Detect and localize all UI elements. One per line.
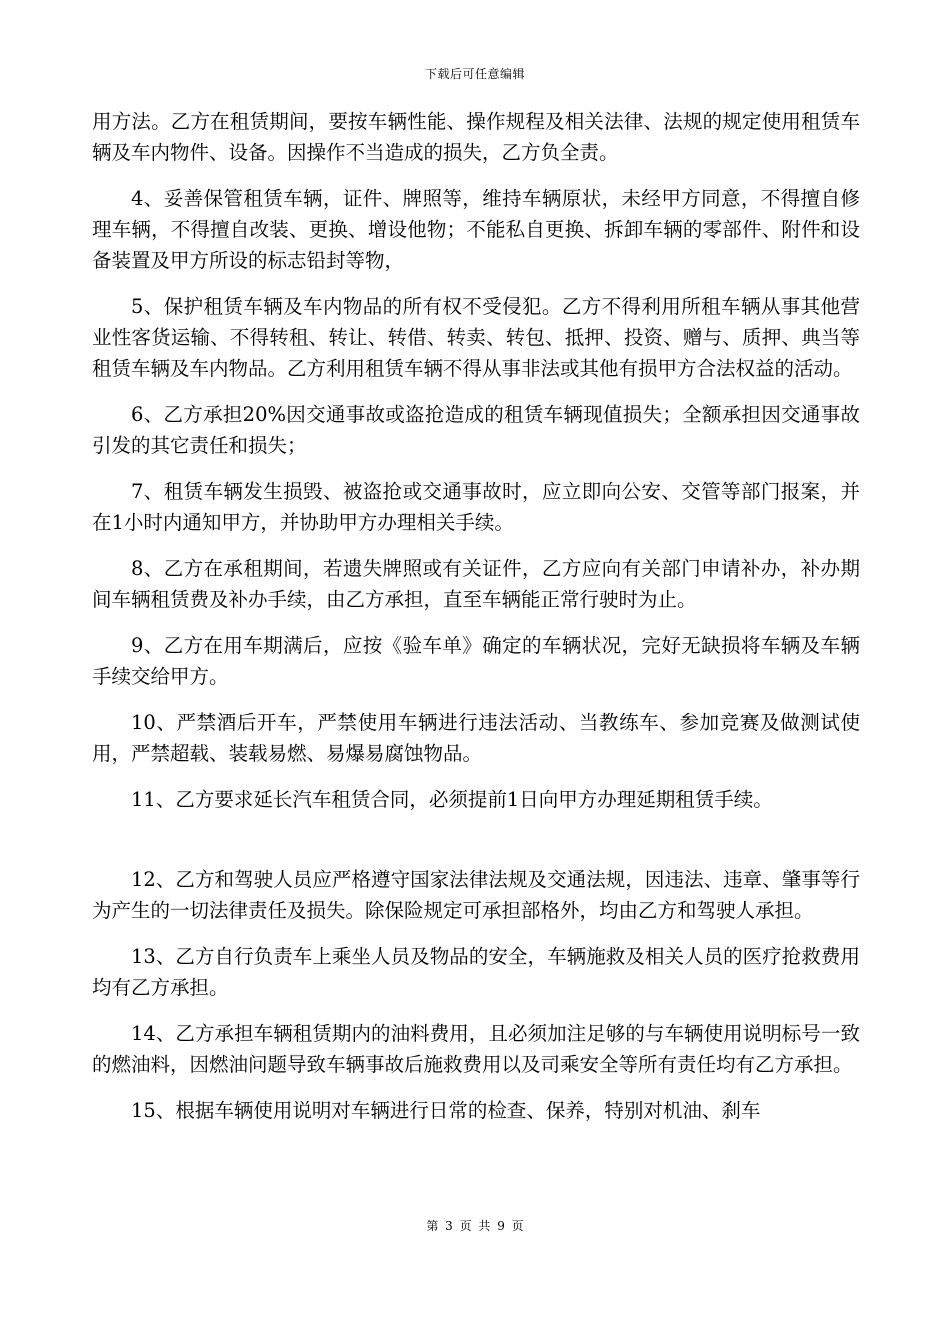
clause-9: 9、乙方在用车期满后，应按《验车单》确定的车辆状况，完好无缺损将车辆及车辆手续交给甲方。 <box>92 634 860 688</box>
clause-11: 11、乙方要求延长汽车租赁合同，必须提前1日向甲方办理延期租赁手续。 <box>131 788 773 811</box>
clause-8: 8、乙方在承租期间，若遗失牌照或有关证件，乙方应向有关部门申请补办，补办期间车辆租赁费及补办手续，由乙方承担，直至车辆能正常行驶时为止。 <box>92 557 860 611</box>
paragraph-continuation: 用方法。乙方在租赁期间，要按车辆性能、操作规程及相关法律、法规的规定使用租赁车辆及车内物件、设备。因操作不当造成的损失，乙方负全责。 <box>92 110 860 164</box>
clause-13: 13、乙方自行负责车上乘坐人员及物品的安全，车辆施救及相关人员的医疗抢救费用均有乙方承担。 <box>92 945 860 999</box>
clause-7: 7、租赁车辆发生损毁、被盗抢或交通事故时，应立即向公安、交管等部门报案，并在1小时内通知甲方，并协助甲方办理相关手续。 <box>92 480 860 534</box>
clause-6: 6、乙方承担20%因交通事故或盗抢造成的租赁车辆现值损失；全额承担因交通事故引发的其它责任和损失； <box>92 403 860 457</box>
clause-14: 14、乙方承担车辆租赁期内的油料费用，且必须加注足够的与车辆使用说明标号一致的燃油料，因燃油问题导致车辆事故后施救费用以及司乘安全等所有责任均有乙方承担。 <box>92 1022 860 1076</box>
clause-5: 5、保护租赁车辆及车内物品的所有权不受侵犯。乙方不得利用所租车辆从事其他营业性客货运输、不得转租、转让、转借、转卖、转包、抵押、投资、赠与、质押、典当等租赁车辆及车内物品。乙方利用租赁车辆不得从事非法或其他有损甲方合法权益的活动。 <box>92 295 860 380</box>
clause-15: 15、根据车辆使用说明对车辆进行日常的检查、保养，特别对机油、刹车 <box>131 1099 761 1122</box>
clause-12: 12、乙方和驾驶人员应严格遵守国家法律法规及交通法规，因违法、违章、肇事等行为产生的一切法律责任及损失。除保险规定可承担部格外，均由乙方和驾驶人承担。 <box>92 868 860 922</box>
contract-body <box>92 106 860 1141</box>
page-header: 下载后可任意编辑 <box>424 67 525 81</box>
clause-4: 4、妥善保管租赁车辆，证件、牌照等，维持车辆原状，未经甲方同意，不得擅自修理车辆，不得擅自改装、更换、增设他物；不能私自更换、拆卸车辆的零部件、附件和设备装置及甲方所设的标志铅封等物， <box>92 187 860 272</box>
page-footer: 第 3 页 共 9 页 <box>426 1219 524 1233</box>
clause-10: 10、严禁酒后开车，严禁使用车辆进行违法活动、当教练车、参加竞赛及做测试使用，严禁超载、装载易燃、易爆易腐蚀物品。 <box>92 711 860 765</box>
